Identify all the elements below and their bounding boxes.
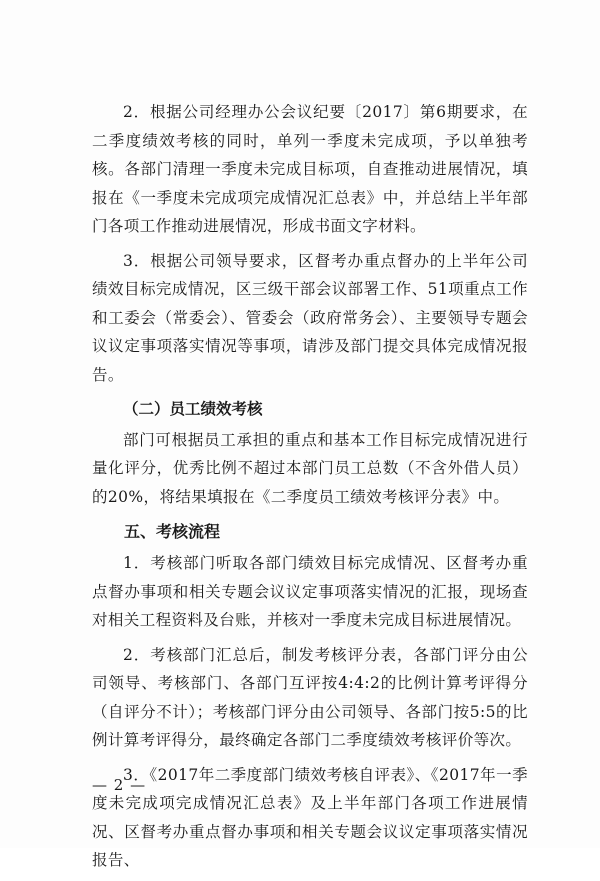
page-number: — 2 — (92, 776, 147, 794)
process-step-2: 2．考核部门汇总后，制发考核评分表，各部门评分由公司领导、考核部门、各部门互评按4:4:2的比例计算考评得分（自评分不计）；考核部门评分由公司领导、各部门按5:5的比例计算考评得分，最终确定各部门二季度绩效考核评价等次。 (92, 645, 528, 749)
section-subheading-employee: （二）员工绩效考核 (123, 400, 263, 418)
section-heading-process: 五、考核流程 (124, 522, 221, 541)
process-step-1: 1．考核部门听取各部门绩效目标完成情况、区督考办重点督办事项和相关专题会议议定事项落实情况的汇报，现场查对相关工程资料及台账，并核对一季度未完成目标进展情况。 (92, 554, 528, 629)
paragraph-item-3: 3．根据公司领导要求，区督考办重点督办的上半年公司绩效目标完成情况，区三级干部会议部署工作、51项重点工作和工委会（常委会）、管委会（政府常务会）、主要领导专题会议议定事项落实情况等事项，请涉及部门提交具体完成情况报告。 (92, 251, 528, 384)
paragraph-employee-assessment: 部门可根据员工承担的重点和基本工作目标完成情况进行量化评分，优秀比例不超过本部门员工总数（不含外借人员）的20%，将结果填报在《二季度员工绩效考核评分表》中。 (92, 430, 528, 506)
process-step-3: 3．《2017年二季度部门绩效考核自评表》、《2017年一季度未完成项完成情况汇总表》及上半年部门各项工作进展情况、区督考办重点督办事项和相关专题会议议定事项落实情况报告、 (92, 765, 528, 869)
document-body (92, 98, 528, 881)
paragraph-item-2: 2．根据公司经理办公会议纪要〔2017〕第6期要求，在二季度绩效考核的同时，单列一季度未完成项，予以单独考核。各部门清理一季度未完成目标项，自查推动进展情况，填报在《一季度未完成项完成情况汇总表》中，并总结上半年部门各项工作推动进展情况，形成书面文字材料。 (92, 103, 528, 235)
